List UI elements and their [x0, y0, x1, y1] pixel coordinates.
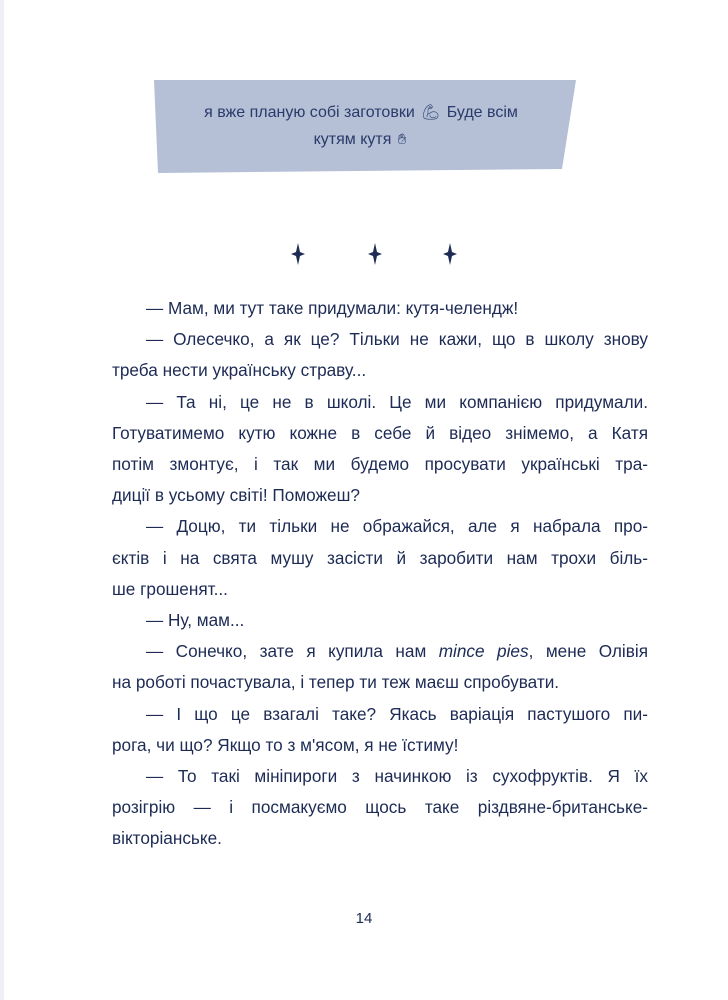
- italic-phrase: mince pies: [438, 641, 529, 662]
- message-line-1: я вже планую собі заготовки: [204, 104, 415, 121]
- paragraph: [112, 293, 648, 324]
- paragraph: [112, 761, 648, 855]
- text-line: диції в усьому світі! Поможеш?: [112, 485, 360, 506]
- star-divider: [0, 243, 728, 267]
- chat-bubble-text: [162, 99, 560, 153]
- text-line: — І що це взагалі таке? Якась варіація пастушого пи-: [146, 703, 648, 724]
- flexed-arm-icon: 💪︎: [421, 104, 441, 121]
- star-icon: [368, 243, 382, 265]
- page-edge: [0, 0, 4, 1000]
- text-line: — Ну, мам...: [146, 610, 245, 631]
- text-line: треба нести українську страву...: [112, 360, 367, 381]
- text-line: — Та ні, це не в школі. Це ми компанією придумали.: [146, 391, 648, 412]
- text-line: — Олесечко, а як це? Тільки не кажи, що в школу знову: [146, 329, 648, 350]
- star-icon: [443, 243, 457, 265]
- text-line: потім змонтує, і так ми будемо просувати українські тра-: [112, 454, 648, 475]
- text-segment: — Сонечко, зате я купила нам: [146, 641, 439, 662]
- page-number: 14: [355, 910, 373, 927]
- paragraph: [112, 324, 648, 386]
- paragraph: [112, 387, 648, 512]
- text-line: Готуватимемо кутю кожне в себе й відео знімемо, а Катя: [112, 422, 648, 443]
- text-line: — То такі мініпироги з начинкою із сухофруктів. Я їх: [146, 766, 648, 787]
- paragraph: [112, 636, 648, 698]
- raised-hand-icon: ✋︎: [397, 131, 407, 148]
- paragraph: [112, 699, 648, 761]
- story-text: [112, 293, 648, 855]
- text-line: вікторіанське.: [112, 828, 222, 849]
- text-line: — Доцю, ти тільки не ображайся, але я набрала про-: [146, 516, 648, 537]
- paragraph: [112, 605, 648, 636]
- chat-bubble: [150, 77, 580, 177]
- paragraph: [112, 511, 648, 605]
- star-icon: [291, 243, 305, 265]
- text-line: [112, 636, 648, 667]
- text-line: на роботі почастувала, і тепер ти теж маєш спробувати.: [112, 672, 560, 693]
- text-line: рога, чи що? Якщо то з м'ясом, я не їстиму!: [112, 734, 459, 755]
- text-line: розігрію — і посмакуємо щось таке різдвяне-британське-: [112, 797, 648, 818]
- message-line-1b: Буде всім: [446, 104, 518, 121]
- text-segment: , мене Олівія: [528, 641, 649, 662]
- text-line: єктів і на свята мушу засісти й заробити нам трохи біль-: [112, 547, 648, 568]
- message-line-2: кутям кутя: [313, 131, 392, 148]
- text-line: ше грошенят...: [112, 578, 228, 599]
- text-line: — Мам, ми тут таке придумали: кутя-челендж!: [146, 298, 519, 318]
